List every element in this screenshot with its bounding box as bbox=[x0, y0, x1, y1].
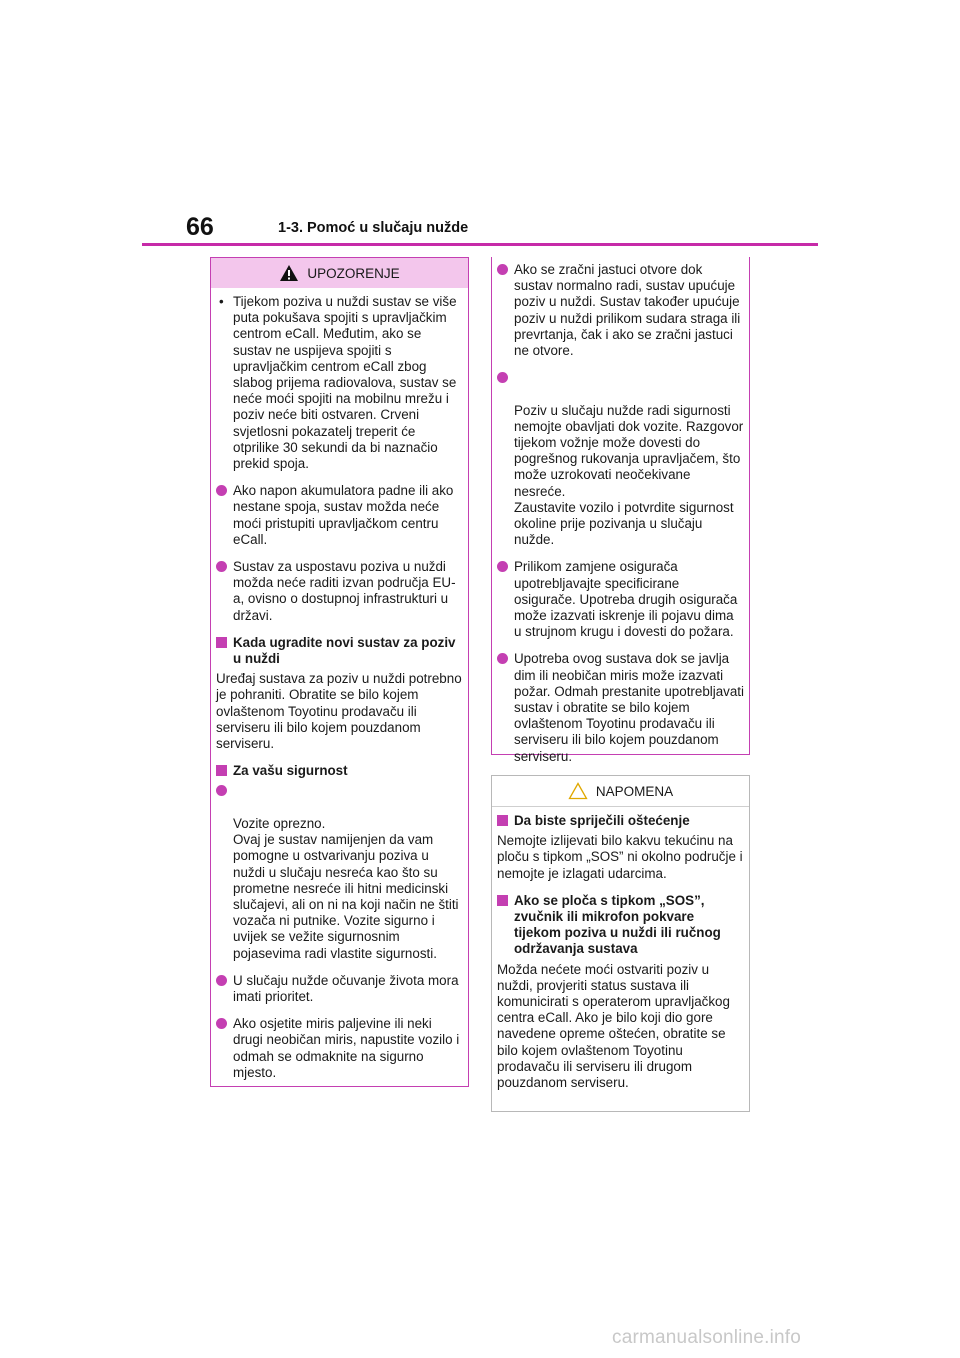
bullet-dot-icon bbox=[216, 561, 227, 572]
warning-title: UPOZORENJE bbox=[307, 265, 400, 281]
note-box bbox=[491, 775, 750, 1112]
paragraph: Uređaj sustava za poziv u nuždi potrebno je pohraniti. Obratite se bilo kojem ovlaštenom Toyotinu prodavaču ili serviseru ili bilo kojem pouzdanom serviseru. bbox=[216, 671, 462, 752]
list-item: Ako osjetite miris paljevine ili neki drugi neobičan miris, napustite vozilo i odmah se odmaknite na sigurno mjesto. bbox=[216, 1016, 463, 1081]
square-bullet-icon bbox=[216, 637, 227, 648]
note-title: NAPOMENA bbox=[595, 783, 674, 799]
bullet-dot-icon bbox=[497, 653, 508, 664]
bullet-dot-icon bbox=[216, 785, 227, 796]
subsection-heading: Za vašu sigurnost bbox=[216, 763, 463, 779]
square-bullet-icon bbox=[497, 815, 508, 826]
square-bullet-icon bbox=[497, 895, 508, 906]
subsection-heading: Da biste spriječili oštećenje bbox=[497, 813, 744, 829]
warning-box-right bbox=[491, 257, 750, 764]
square-bullet-icon bbox=[216, 765, 227, 776]
list-item: U slučaju nužde očuvanje života mora imati prioritet. bbox=[216, 973, 463, 1005]
subsection-heading: Kada ugradite novi sustav za poziv u nuždi bbox=[216, 635, 463, 667]
page-number: 66 bbox=[186, 213, 214, 241]
bullet-dot-icon bbox=[497, 372, 508, 383]
bullet-dot-icon bbox=[216, 1018, 227, 1029]
list-item: Ako napon akumulatora padne ili ako nestane spoja, sustav možda neće moći pristupiti upravljačkom centru eCall. bbox=[216, 483, 463, 548]
list-item: Sustav za uspostavu poziva u nuždi možda neće raditi izvan područja EU-a, ovisno o dostupnoj infrastrukturi u državi. bbox=[216, 559, 463, 624]
list-item: Upotreba ovog sustava dok se javlja dim ili neobičan miris može izazvati požar. Odmah prestanite upotrebljavati sustav i obratite se bilo kojem ovlaštenom Toyotinu prodavaču ili serviseru ili bilo kojem pouzdanom serviseru. bbox=[497, 651, 744, 764]
warning-box-left bbox=[210, 257, 469, 1087]
list-item: Vozite oprezno. Ovaj je sustav namijenjen da vam pomogne u ostvarivanju poziva u nuždi u slučaju nesreća kao što su prometne nesreće ili hitni medicinski slučajevi, ali on ni na koji način ne štiti vozača ni putnike. Vozite sigurno i uvijek se vežite sigurnosnim pojasevima radi vlastite sigurnosti. bbox=[216, 783, 463, 961]
warning-header bbox=[211, 258, 468, 288]
note-header bbox=[492, 776, 749, 807]
bullet-dot-icon bbox=[216, 485, 227, 496]
list-item: Poziv u slučaju nužde radi sigurnosti nemojte obavljati dok vozite. Razgovor tijekom vožnje može dovesti do pogrešnog rukovanja upravljačem, što može uzrokovati neočekivane nesreće. Zaustavite vozilo i potvrdite sigurnost okoline prije pozivanja u slučaju nužde. bbox=[497, 370, 744, 548]
warning-dash-item: • Tijekom poziva u nuždi sustav se više puta pokušava spojiti s upravljačkim centrom eCall. Međutim, ako se sustav ne uspijeva spojiti s upravljačkim centrom eCall zbog slabog prijema radiovalova, sustav se neće moći spojiti na mobilnu mrežu i poziv neće biti ostvaren. Crveni svjetlosni pokazatelj treperit će otprilike 30 sekundi da bi naznačio prekid spoja. bbox=[219, 294, 457, 472]
bullet-dot-icon bbox=[497, 264, 508, 275]
paragraph: Nemojte izlijevati bilo kakvu tekućinu na ploču s tipkom „SOS” ni okolno područje i nemojte je izlagati udarcima. bbox=[497, 833, 743, 881]
caution-triangle-icon bbox=[568, 782, 588, 800]
list-item: Prilikom zamjene osigurača upotrebljavajte specificirane osigurače. Upotreba drugih osigurača može izazvati iskrenje ili pojavu dima u strujnom krugu i dovesti do požara. bbox=[497, 559, 744, 640]
paragraph: Možda nećete moći ostvariti poziv u nuždi, provjeriti status sustava ili komunicirati s operaterom upravljačkog centra eCall. Ako je bilo koji dio gore navedene opreme oštećen, obratite se bilo kojem ovlaštenom Toyotinu prodavaču ili serviseru ili drugom pouzdanom serviseru. bbox=[497, 961, 730, 1091]
bullet-dot-icon bbox=[216, 975, 227, 986]
section-title: 1-3. Pomoć u slučaju nužde bbox=[278, 220, 469, 236]
watermark: carmanualsonline.info bbox=[612, 1327, 802, 1348]
list-item: Ako se zračni jastuci otvore dok sustav normalno radi, sustav upućuje poziv u nuždi. Sustav također upućuje poziv u nuždi prilikom sudara straga ili prevrtanja, čak i ako se zračni jastuci ne otvore. bbox=[497, 262, 744, 359]
warning-triangle-icon bbox=[279, 264, 299, 282]
header-rule bbox=[142, 243, 818, 246]
bullet-dot-icon bbox=[497, 561, 508, 572]
subsection-heading: Ako se ploča s tipkom „SOS”, zvučnik ili mikrofon pokvare tijekom poziva u nuždi ili ručnog održavanja sustava bbox=[497, 893, 744, 958]
